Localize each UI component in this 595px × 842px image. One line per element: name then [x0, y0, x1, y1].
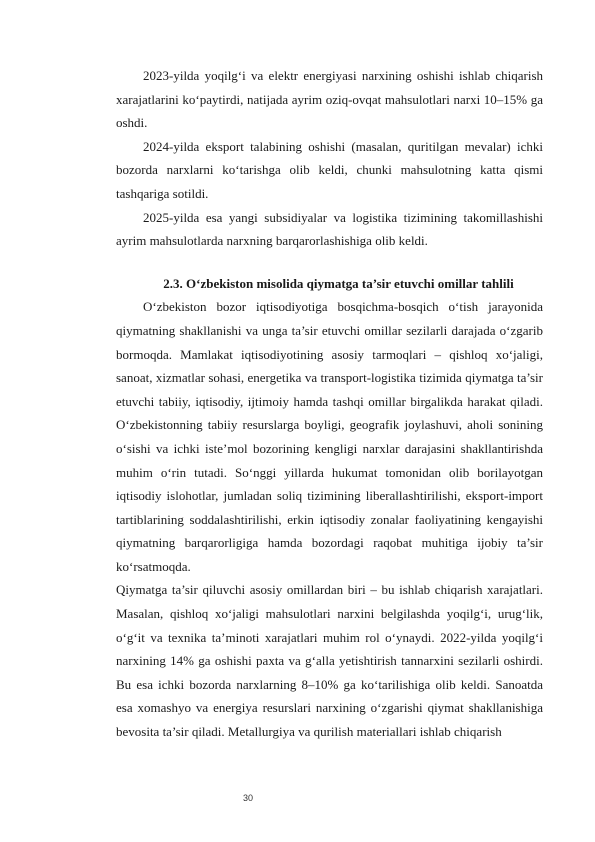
paragraph-2024: 2024-yilda eksport talabining oshishi (masalan, quritilgan mevalar) ichki bozorda narxlarni ko‘tarishga olib keldi, chunki mahsulotning katta qismi tashqariga sotildi.	[116, 138, 543, 201]
paragraph-2025: 2025-yilda esa yangi subsidiyalar va logistika tizimining takomillashishi ayrim mahsulotlarda narxning barqarorlashishiga olib keldi.	[116, 209, 543, 249]
section-heading: 2.3. O‘zbekiston misolida qiymatga ta’sir etuvchi omillar tahlili	[163, 275, 514, 291]
page-number: 30	[243, 793, 254, 803]
document-page	[116, 64, 543, 744]
paragraph-2023: 2023-yilda yoqilg‘i va elektr energiyasi narxining oshishi ishlab chiqarish xarajatlarini ko‘paytirdi, natijada ayrim oziq-ovqat mahsulotlari narxi 10–15% ga oshdi.	[116, 68, 543, 131]
paragraph-last: Qiymatga ta’sir qiluvchi asosiy omillardan biri – bu ishlab chiqarish xarajatlari. Masalan, qishloq xo‘jaligi mahsulotlari narxini belgilashda yoqilg‘i, urug‘lik, o‘g‘it va texnika ta’minoti xarajatlari muhim rol o‘ynaydi. 2022-yilda yoqilg‘i narxining 14% ga oshishi paxta va g‘alla yetishtirish tannarxini sezilarli oshirdi. Bu esa ichki bozorda narxlarning 8–10% ga ko‘tarilishiga olib keldi. Sanoatda esa xomashyo va energiya resurslari narxining o‘zgarishi qiymat shakllanishiga bevosita ta’sir qiladi. Metallurgiya va qurilish materiallari ishlab chiqarish	[116, 582, 543, 740]
spacer	[116, 253, 543, 272]
paragraph-main: O‘zbekiston bozor iqtisodiyotiga bosqichma-bosqich o‘tish jarayonida qiymatning shakllanishi va unga ta’sir etuvchi omillar sezilarli darajada o‘zgarib bormoqda. Mamlakat iqtisodiyotining asosiy tarmoqlari – qishloq xo‘jaligi, sanoat, xizmatlar sohasi, energetika va transport-logistika tizimida qiymatga ta’sir etuvchi tabiiy, iqtisodiy, ijtimoiy hamda tashqi omillar birgalikda harakat qiladi. O‘zbekistonning tabiiy resurslarga boyligi, geografik joylashuvi, aholi sonining o‘sishi va ichki iste’mol bozorining kengligi narxlar darajasini shakllantirishda muhim o‘rin tutadi. So‘nggi yillarda hukumat tomonidan olib borilayotgan iqtisodiy islohotlar, jumladan soliq tizimining liberallashtirilishi, eksport-import tartiblarining soddalashtirilishi, erkin iqtisodiy zonalar faoliyatining kengayishi qiymatning barqarorligiga hamda bozordagi raqobat muhitiga ijobiy ta’sir ko‘rsatmoqda.	[116, 299, 543, 574]
